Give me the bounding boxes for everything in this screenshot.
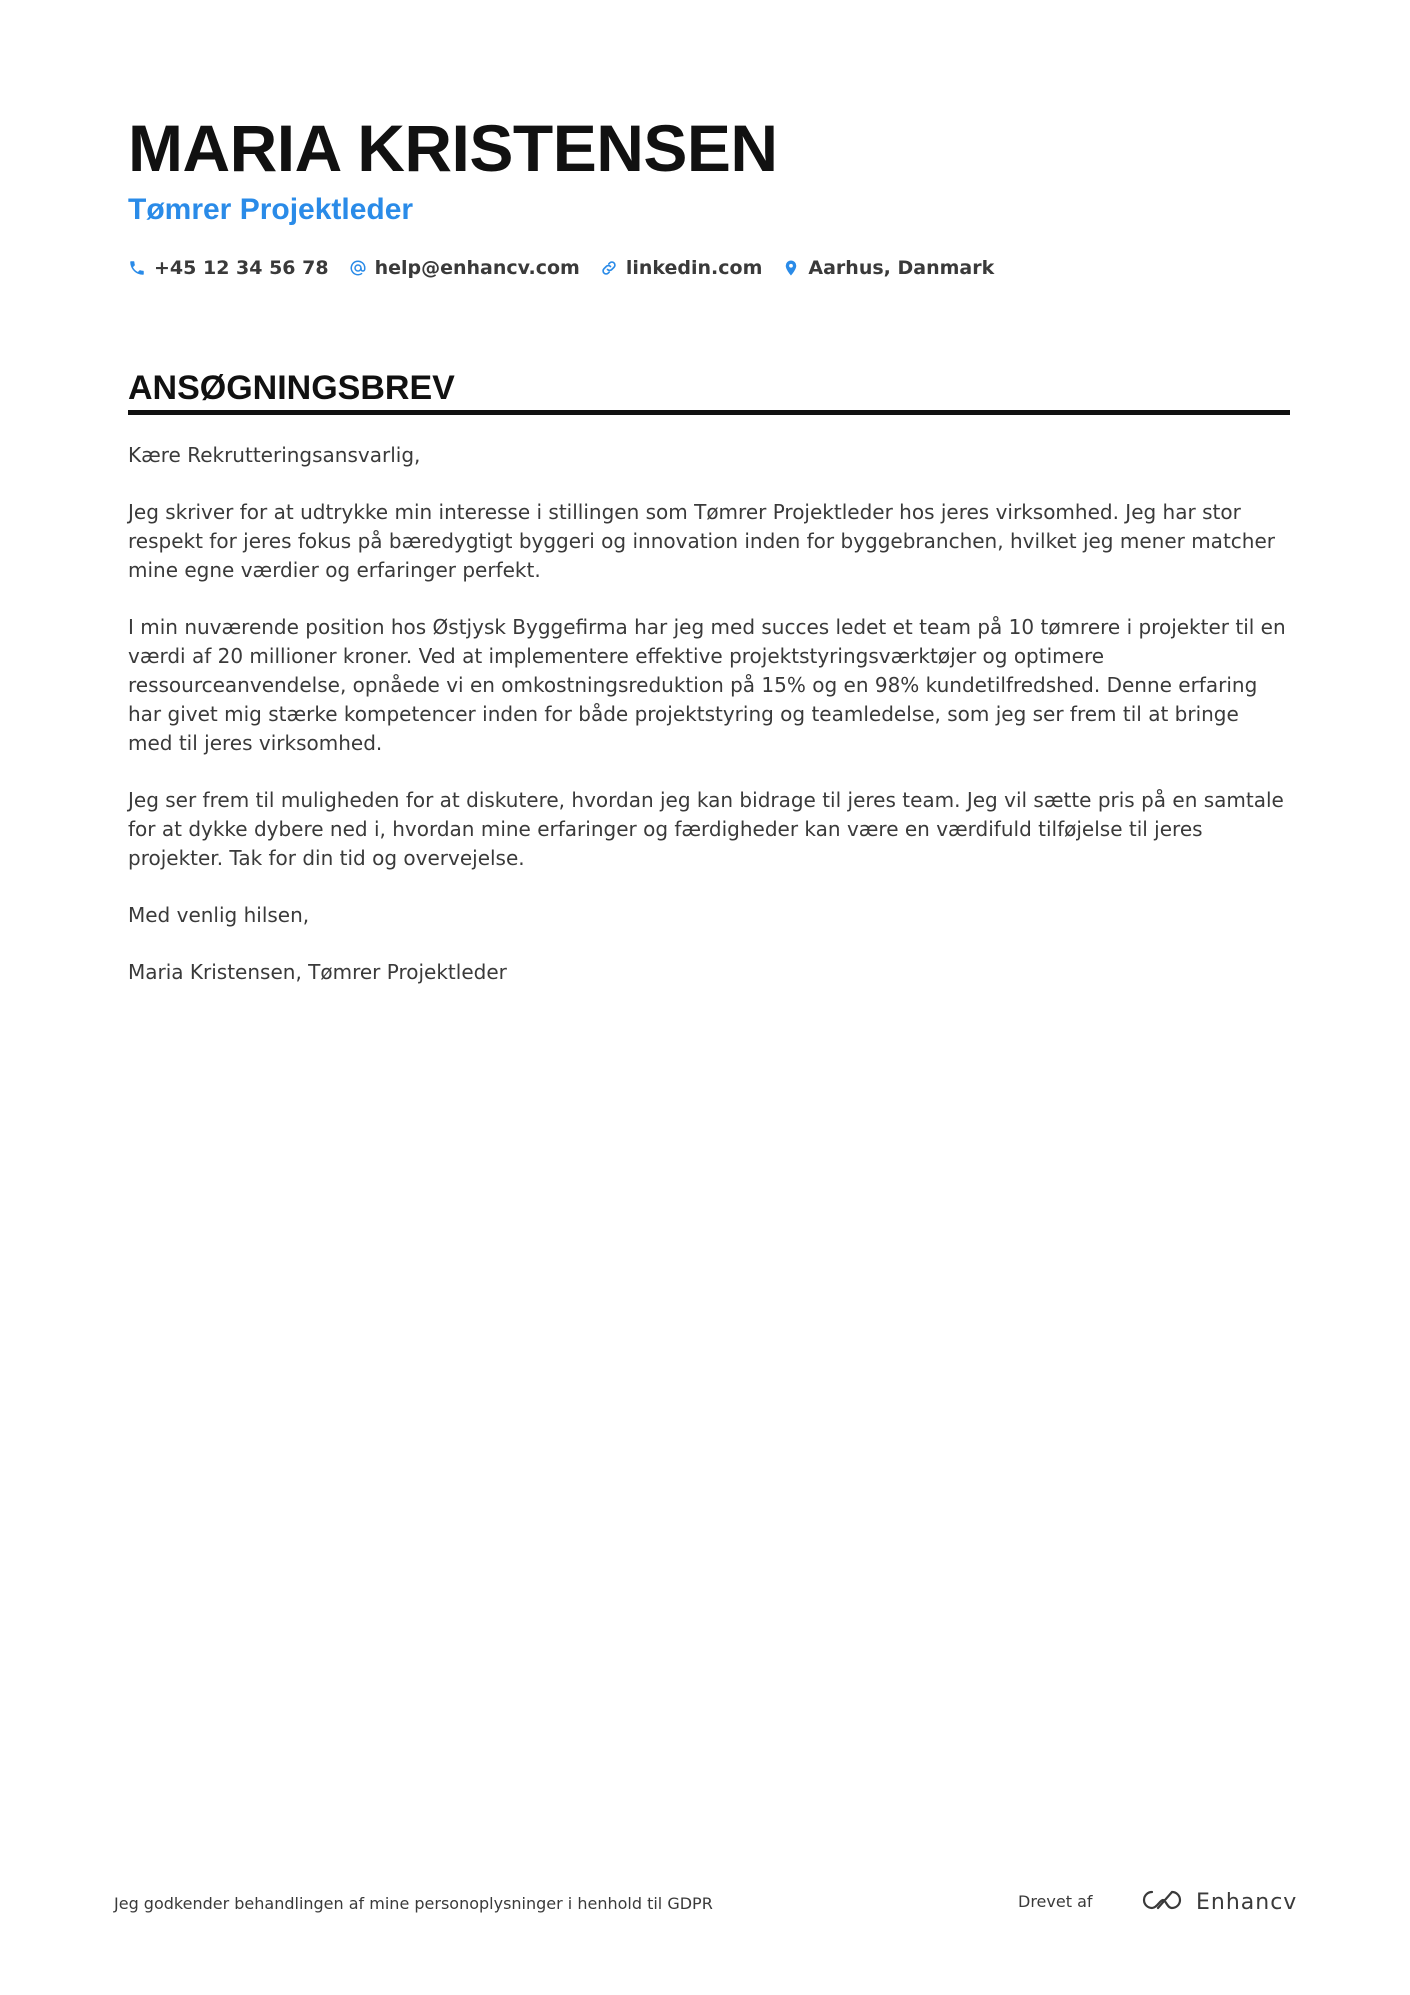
enhancv-logo-icon — [1138, 1887, 1186, 1917]
letter-body — [128, 441, 1288, 1015]
paragraph: Jeg skriver for at udtrykke min interesse i stillingen som Tømrer Projektleder hos jeres virksomhed. Jeg har stor respekt for jeres fokus på bæredygtigt byggeri og innovation inden for byggebranchen, hvilket jeg mener matcher mine egne værdier og erfaringer perfekt. — [128, 500, 1275, 582]
email-text[interactable]: help@enhancv.com — [374, 257, 580, 279]
salutation: Kære Rekrutteringsansvarlig, — [128, 443, 421, 467]
link-icon — [600, 259, 618, 277]
contact-linkedin[interactable] — [600, 257, 763, 279]
section-divider — [128, 410, 1290, 415]
paragraph: Jeg ser frem til muligheden for at diskutere, hvordan jeg kan bidrage til jeres team. Jeg vil sætte pris på en samtale for at dykke dybere ned i, hvordan mine erfaringer og færdigheder kan være en værdifuld tilføjelse til jeres projekter. Tak for din tid og overvejelse. — [128, 788, 1284, 870]
contact-email[interactable] — [349, 257, 580, 279]
phone-text: +45 12 34 56 78 — [154, 257, 329, 279]
signature: Maria Kristensen, Tømrer Projektleder — [128, 960, 507, 984]
location-text: Aarhus, Danmark — [808, 257, 995, 279]
paragraph: I min nuværende position hos Østjysk Byggefirma har jeg med succes ledet et team på 10 tømrere i projekter til en værdi af 20 millioner kroner. Ved at implementere effektive projektstyringsværktøjer og optimere ressourceanvendelse, opnåede vi en omkostningsreduktion på 15% og en 98% kundetilfredshed. Denne erfaring har givet mig stærke kompetencer inden for både projektstyring og teamledelse, som jeg ser frem til at bringe med til jeres virksomhed. — [128, 615, 1286, 755]
section-heading: ANSØGNINGSBREV — [128, 369, 455, 407]
job-title: Tømrer Projektleder — [128, 193, 414, 226]
closing: Med venlig hilsen, — [128, 903, 310, 927]
candidate-name: MARIA KRISTENSEN — [128, 111, 778, 185]
contact-phone — [128, 257, 329, 279]
contact-bar — [128, 254, 994, 282]
brand-name: Enhancv — [1196, 1889, 1298, 1915]
at-icon — [349, 259, 367, 277]
phone-icon — [128, 259, 146, 277]
powered-by-label: Drevet af — [1018, 1892, 1093, 1911]
linkedin-text[interactable]: linkedin.com — [625, 257, 763, 279]
contact-location — [782, 257, 994, 279]
location-pin-icon — [782, 259, 800, 277]
gdpr-consent: Jeg godkender behandlingen af mine personoplysninger i henhold til GDPR — [114, 1894, 713, 1913]
brand-link[interactable] — [1138, 1886, 1297, 1918]
